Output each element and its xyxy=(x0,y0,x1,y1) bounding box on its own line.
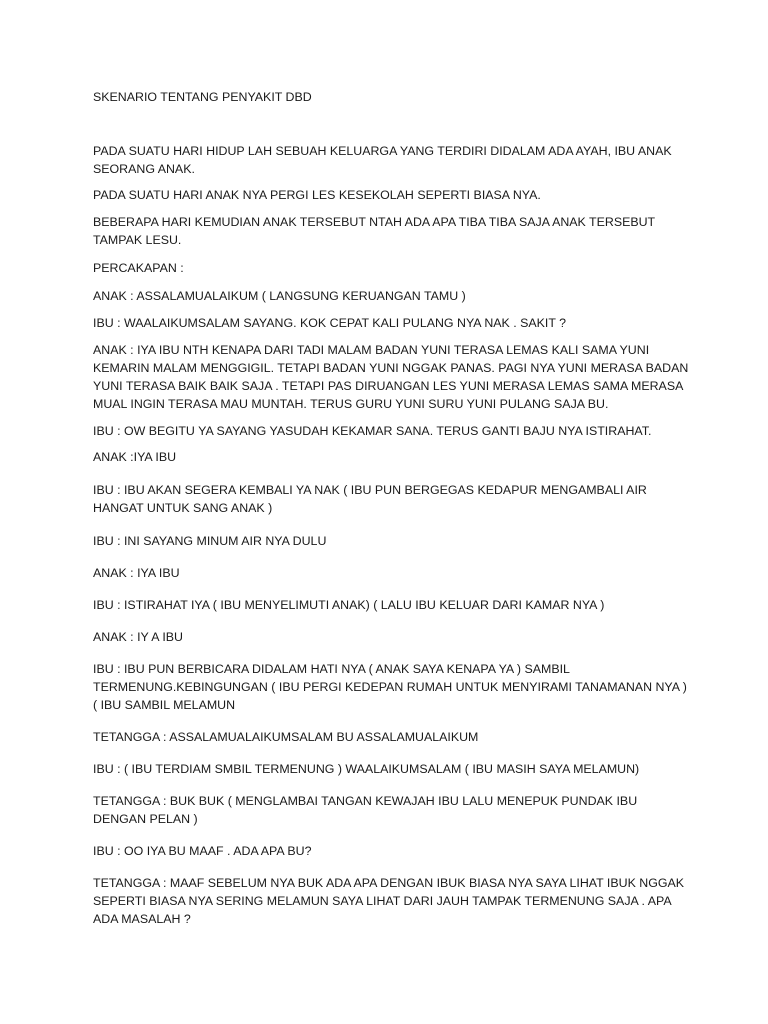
document-title: SKENARIO TENTANG PENYAKIT DBD xyxy=(93,90,312,104)
paragraph-17: IBU : ( IBU TERDIAM SMBIL TERMENUNG ) WAALAIKUMSALAM ( IBU MASIH SAYA MELAMUN) xyxy=(93,762,640,776)
paragraph-19: IBU : OO IYA BU MAAF . ADA APA BU? xyxy=(93,844,312,858)
paragraph-9: ANAK :IYA IBU xyxy=(93,450,177,464)
paragraph-6: IBU : WAALAIKUMSALAM SAYANG. KOK CEPAT KALI PULANG NYA NAK . SAKIT ? xyxy=(93,316,567,330)
paragraph-10: IBU : IBU AKAN SEGERA KEMBALI YA NAK ( IBU PUN BERGEGAS KEDAPUR MENGAMBALI AIR HANGAT UNTUK SANG ANAK ) xyxy=(93,483,647,515)
paragraph-12: ANAK : IYA IBU xyxy=(93,566,180,580)
paragraph-3: BEBERAPA HARI KEMUDIAN ANAK TERSEBUT NTAH ADA APA TIBA TIBA SAJA ANAK TERSEBUT TAMPAK LESU. xyxy=(93,215,656,247)
paragraph-5: ANAK : ASSALAMUALAIKUM ( LANGSUNG KERUANGAN TAMU ) xyxy=(93,289,466,303)
paragraph-20: TETANGGA : MAAF SEBELUM NYA BUK ADA APA DENGAN IBUK BIASA NYA SAYA LIHAT IBUK NGGAK SEPERTI BIASA NYA SERING MELAMUN SAYA LIHAT DARI JAUH TAMPAK TERMENUNG SAJA . APA ADA MASALAH ? xyxy=(93,876,685,926)
paragraph-11: IBU : INI SAYANG MINUM AIR NYA DULU xyxy=(93,534,327,548)
paragraph-8: IBU : OW BEGITU YA SAYANG YASUDAH KEKAMAR SANA. TERUS GANTI BAJU NYA ISTIRAHAT. xyxy=(93,424,652,438)
paragraph-14: ANAK : IY A IBU xyxy=(93,630,183,644)
paragraph-2: PADA SUATU HARI ANAK NYA PERGI LES KESEKOLAH SEPERTI BIASA NYA. xyxy=(93,188,541,202)
paragraph-7: ANAK : IYA IBU NTH KENAPA DARI TADI MALAM BADAN YUNI TERASA LEMAS KALI SAMA YUNI KEMARIN MALAM MENGGIGIL. TETAPI BADAN YUNI NGGAK PANAS. PAGI NYA YUNI MERASA BADAN YUNI TERASA BAIK BAIK SAJA . TETAPI PAS DIRUANGAN LES YUNI MERASA LEMAS SAMA MERASA MUAL INGIN TERASA MAU MUNTAH. TERUS GURU YUNI SURU YUNI PULANG SAJA BU. xyxy=(93,343,689,411)
paragraph-4: PERCAKAPAN : xyxy=(93,261,184,275)
paragraph-16: TETANGGA : ASSALAMUALAIKUMSALAM BU ASSALAMUALAIKUM xyxy=(93,730,479,744)
paragraph-18: TETANGGA : BUK BUK ( MENGLAMBAI TANGAN KEWAJAH IBU LALU MENEPUK PUNDAK IBU DENGAN PELAN ) xyxy=(93,794,638,826)
paragraph-15: IBU : IBU PUN BERBICARA DIDALAM HATI NYA ( ANAK SAYA KENAPA YA ) SAMBIL TERMENUNG.KEBINGUNGAN ( IBU PERGI KEDEPAN RUMAH UNTUK MENYIRAMI TANAMANAN NYA ) ( IBU SAMBIL MELAMUN xyxy=(93,662,687,712)
paragraph-13: IBU : ISTIRAHAT IYA ( IBU MENYELIMUTI ANAK) ( LALU IBU KELUAR DARI KAMAR NYA ) xyxy=(93,598,605,612)
paragraph-1: PADA SUATU HARI HIDUP LAH SEBUAH KELUARGA YANG TERDIRI DIDALAM ADA AYAH, IBU ANAK SEORANG ANAK. xyxy=(93,144,672,176)
